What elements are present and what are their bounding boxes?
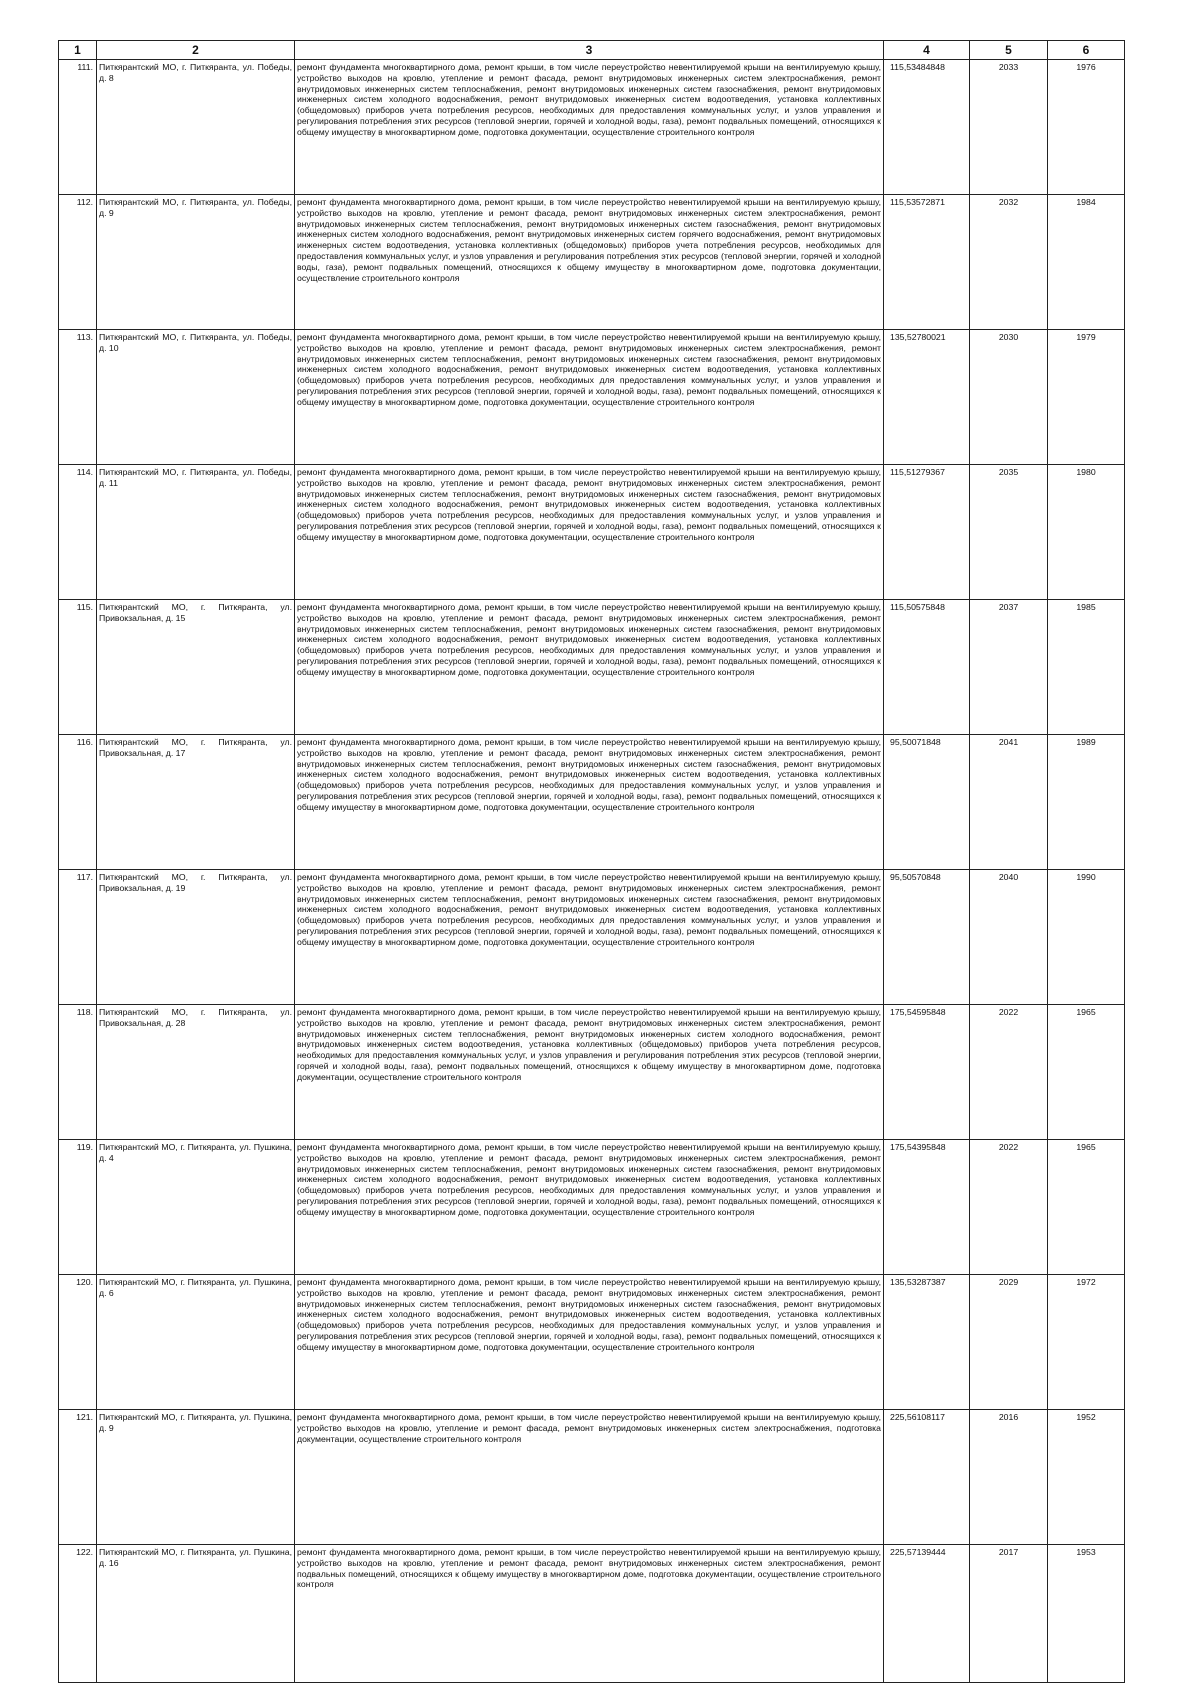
row-number: 117. [59,870,97,1005]
row-number: 120. [59,1275,97,1410]
capital-repair-table [58,40,1125,1683]
cost-cell: 115,53484848 [884,60,970,195]
cost-cell: 225,56108117 [884,1410,970,1545]
address-cell: Питкярантский МО, г. Питкяранта, ул. Победы, д. 9 [97,195,295,330]
works-cell: ремонт фундамента многоквартирного дома, ремонт крыши, в том числе переустройство невентилируемой крыши на вентилируемую крышу, устройство выходов на кровлю, утепление и ремонт фасада, ремонт внутридомовых инженерных систем электроснабжения, ремонт внутридомовых инженерных систем теплоснабжения, ремонт внутридомовых инженерных систем газоснабжения, ремонт внутридомовых инженерных систем холодного водоснабжения, ремонт внутридомовых инженерных систем водоотведения, установка коллективных (общедомовых) приборов учета потребления ресурсов, необходимых для предоставления коммунальных услуг, и узлов управления и регулирования потребления этих ресурсов (тепловой энергии, горячей и холодной воды, газа), ремонт подвальных помещений, относящихся к общему имуществу в многоквартирном доме, подготовка документации, осуществление строительного контроля [295,735,884,870]
address-cell: Питкярантский МО, г. Питкяранта, ул. Привокзальная, д. 15 [97,600,295,735]
planned-year-cell: 2037 [970,600,1048,735]
table-row [59,1275,1125,1410]
works-cell: ремонт фундамента многоквартирного дома, ремонт крыши, в том числе переустройство невентилируемой крыши на вентилируемую крышу, устройство выходов на кровлю, утепление и ремонт фасада, ремонт внутридомовых инженерных систем электроснабжения, ремонт внутридомовых инженерных систем теплоснабжения, ремонт внутридомовых инженерных систем газоснабжения, ремонт внутридомовых инженерных систем холодного водоснабжения, ремонт внутридомовых инженерных систем водоотведения, установка коллективных (общедомовых) приборов учета потребления ресурсов, необходимых для предоставления коммунальных услуг, и узлов управления и регулирования потребления этих ресурсов (тепловой энергии, горячей и холодной воды, газа), ремонт подвальных помещений, относящихся к общему имуществу в многоквартирном доме, подготовка документации, осуществление строительного контроля [295,1140,884,1275]
row-number: 116. [59,735,97,870]
planned-year-cell: 2030 [970,330,1048,465]
table-row [59,1410,1125,1545]
table-row [59,330,1125,465]
row-number: 118. [59,1005,97,1140]
built-year-cell: 1985 [1048,600,1125,735]
planned-year-cell: 2040 [970,870,1048,1005]
cost-cell: 135,53287387 [884,1275,970,1410]
header-row [59,41,1125,60]
table-row [59,870,1125,1005]
table-row [59,1005,1125,1140]
built-year-cell: 1965 [1048,1140,1125,1275]
table-row [59,600,1125,735]
planned-year-cell: 2032 [970,195,1048,330]
built-year-cell: 1990 [1048,870,1125,1005]
built-year-cell: 1972 [1048,1275,1125,1410]
works-cell: ремонт фундамента многоквартирного дома, ремонт крыши, в том числе переустройство невентилируемой крыши на вентилируемую крышу, устройство выходов на кровлю, утепление и ремонт фасада, ремонт внутридомовых инженерных систем электроснабжения, ремонт внутридомовых инженерных систем теплоснабжения, ремонт внутридомовых инженерных систем газоснабжения, ремонт внутридомовых инженерных систем холодного водоснабжения, ремонт внутридомовых инженерных систем водоотведения, установка коллективных (общедомовых) приборов учета потребления ресурсов, необходимых для предоставления коммунальных услуг, и узлов управления и регулирования потребления этих ресурсов (тепловой энергии, горячей и холодной воды, газа), ремонт подвальных помещений, относящихся к общему имуществу в многоквартирном доме, подготовка документации, осуществление строительного контроля [295,465,884,600]
cost-cell: 95,50071848 [884,735,970,870]
works-cell: ремонт фундамента многоквартирного дома, ремонт крыши, в том числе переустройство невентилируемой крыши на вентилируемую крышу, устройство выходов на кровлю, утепление и ремонт фасада, ремонт внутридомовых инженерных систем электроснабжения, ремонт внутридомовых инженерных систем теплоснабжения, ремонт внутридомовых инженерных систем холодного водоснабжения, ремонт внутридомовых инженерных систем водоотведения, установка коллективных (общедомовых) приборов учета потребления ресурсов, необходимых для предоставления коммунальных услуг, и узлов управления и регулирования потребления этих ресурсов (тепловой энергии, горячей и холодной воды, газа), ремонт подвальных помещений, относящихся к общему имуществу в многоквартирном доме, подготовка документации, осуществление строительного контроля [295,1005,884,1140]
table-row [59,1140,1125,1275]
row-number: 121. [59,1410,97,1545]
address-cell: Питкярантский МО, г. Питкяранта, ул. Пушкина, д. 16 [97,1545,295,1683]
table-header [59,41,1125,60]
address-cell: Питкярантский МО, г. Питкяранта, ул. Пушкина, д. 4 [97,1140,295,1275]
works-cell: ремонт фундамента многоквартирного дома, ремонт крыши, в том числе переустройство невентилируемой крыши на вентилируемую крышу, устройство выходов на кровлю, утепление и ремонт фасада, ремонт внутридомовых инженерных систем электроснабжения, ремонт внутридомовых инженерных систем теплоснабжения, ремонт внутридомовых инженерных систем газоснабжения, ремонт внутридомовых инженерных систем холодного водоснабжения, ремонт внутридомовых инженерных систем горячего водоснабжения, ремонт внутридомовых инженерных систем водоотведения, установка коллективных (общедомовых) приборов учета потребления ресурсов, необходимых для предоставления коммунальных услуг, и узлов управления и регулирования потребления этих ресурсов (тепловой энергии, горячей и холодной воды, газа), ремонт подвальных помещений, относящихся к общему имуществу в многоквартирном доме, подготовка документации, осуществление строительного контроля [295,195,884,330]
built-year-cell: 1979 [1048,330,1125,465]
address-cell: Питкярантский МО, г. Питкяранта, ул. Привокзальная, д. 19 [97,870,295,1005]
planned-year-cell: 2022 [970,1140,1048,1275]
row-number: 122. [59,1545,97,1683]
cost-cell: 135,52780021 [884,330,970,465]
built-year-cell: 1989 [1048,735,1125,870]
table-row [59,465,1125,600]
cost-cell: 225,57139444 [884,1545,970,1683]
cost-cell: 115,51279367 [884,465,970,600]
built-year-cell: 1980 [1048,465,1125,600]
works-cell: ремонт фундамента многоквартирного дома, ремонт крыши, в том числе переустройство невентилируемой крыши на вентилируемую крышу, устройство выходов на кровлю, утепление и ремонт фасада, ремонт внутридомовых инженерных систем электроснабжения, ремонт внутридомовых инженерных систем теплоснабжения, ремонт внутридомовых инженерных систем газоснабжения, ремонт внутридомовых инженерных систем холодного водоснабжения, ремонт внутридомовых инженерных систем водоотведения, установка коллективных (общедомовых) приборов учета потребления ресурсов, необходимых для предоставления коммунальных услуг, и узлов управления и регулирования потребления этих ресурсов (тепловой энергии, горячей и холодной воды, газа), ремонт подвальных помещений, относящихся к общему имуществу в многоквартирном доме, подготовка документации, осуществление строительного контроля [295,1275,884,1410]
planned-year-cell: 2016 [970,1410,1048,1545]
address-cell: Питкярантский МО, г. Питкяранта, ул. Победы, д. 10 [97,330,295,465]
row-number: 112. [59,195,97,330]
header-col-1: 1 [59,41,97,60]
row-number: 114. [59,465,97,600]
built-year-cell: 1965 [1048,1005,1125,1140]
works-cell: ремонт фундамента многоквартирного дома, ремонт крыши, в том числе переустройство невентилируемой крыши на вентилируемую крышу, устройство выходов на кровлю, утепление и ремонт фасада, ремонт внутридомовых инженерных систем электроснабжения, ремонт внутридомовых инженерных систем теплоснабжения, ремонт внутридомовых инженерных систем газоснабжения, ремонт внутридомовых инженерных систем холодного водоснабжения, ремонт внутридомовых инженерных систем водоотведения, установка коллективных (общедомовых) приборов учета потребления ресурсов, необходимых для предоставления коммунальных услуг, и узлов управления и регулирования потребления этих ресурсов (тепловой энергии, горячей и холодной воды, газа), ремонт подвальных помещений, относящихся к общему имуществу в многоквартирном доме, подготовка документации, осуществление строительного контроля [295,600,884,735]
planned-year-cell: 2035 [970,465,1048,600]
row-number: 115. [59,600,97,735]
works-cell: ремонт фундамента многоквартирного дома, ремонт крыши, в том числе переустройство невентилируемой крыши на вентилируемую крышу, устройство выходов на кровлю, утепление и ремонт фасада, ремонт внутридомовых инженерных систем электроснабжения, ремонт подвальных помещений, относящихся к общему имуществу в многоквартирном доме, подготовка документации, осуществление строительного контроля [295,1545,884,1683]
built-year-cell: 1952 [1048,1410,1125,1545]
table-row [59,735,1125,870]
table-body [59,60,1125,1683]
cost-cell: 95,50570848 [884,870,970,1005]
address-cell: Питкярантский МО, г. Питкяранта, ул. Пушкина, д. 6 [97,1275,295,1410]
works-cell: ремонт фундамента многоквартирного дома, ремонт крыши, в том числе переустройство невентилируемой крыши на вентилируемую крышу, устройство выходов на кровлю, утепление и ремонт фасада, ремонт внутридомовых инженерных систем электроснабжения, ремонт внутридомовых инженерных систем теплоснабжения, ремонт внутридомовых инженерных систем газоснабжения, ремонт внутридомовых инженерных систем холодного водоснабжения, ремонт внутридомовых инженерных систем водоотведения, установка коллективных (общедомовых) приборов учета потребления ресурсов, необходимых для предоставления коммунальных услуг, и узлов управления и регулирования потребления этих ресурсов (тепловой энергии, горячей и холодной воды, газа), ремонт подвальных помещений, относящихся к общему имуществу в многоквартирном доме, подготовка документации, осуществление строительного контроля [295,870,884,1005]
planned-year-cell: 2017 [970,1545,1048,1683]
cost-cell: 175,54595848 [884,1005,970,1140]
header-col-5: 5 [970,41,1048,60]
cost-cell: 115,53572871 [884,195,970,330]
built-year-cell: 1984 [1048,195,1125,330]
address-cell: Питкярантский МО, г. Питкяранта, ул. Победы, д. 8 [97,60,295,195]
header-col-6: 6 [1048,41,1125,60]
planned-year-cell: 2022 [970,1005,1048,1140]
row-number: 113. [59,330,97,465]
works-cell: ремонт фундамента многоквартирного дома, ремонт крыши, в том числе переустройство невентилируемой крыши на вентилируемую крышу, устройство выходов на кровлю, утепление и ремонт фасада, ремонт внутридомовых инженерных систем электроснабжения, подготовка документации, осуществление строительного контроля [295,1410,884,1545]
works-cell: ремонт фундамента многоквартирного дома, ремонт крыши, в том числе переустройство невентилируемой крыши на вентилируемую крышу, устройство выходов на кровлю, утепление и ремонт фасада, ремонт внутридомовых инженерных систем электроснабжения, ремонт внутридомовых инженерных систем теплоснабжения, ремонт внутридомовых инженерных систем газоснабжения, ремонт внутридомовых инженерных систем холодного водоснабжения, ремонт внутридомовых инженерных систем водоотведения, установка коллективных (общедомовых) приборов учета потребления ресурсов, необходимых для предоставления коммунальных услуг, и узлов управления и регулирования потребления этих ресурсов (тепловой энергии, горячей и холодной воды, газа), ремонт подвальных помещений, относящихся к общему имуществу в многоквартирном доме, подготовка документации, осуществление строительного контроля [295,330,884,465]
planned-year-cell: 2041 [970,735,1048,870]
header-col-4: 4 [884,41,970,60]
header-col-2: 2 [97,41,295,60]
works-cell: ремонт фундамента многоквартирного дома, ремонт крыши, в том числе переустройство невентилируемой крыши на вентилируемую крышу, устройство выходов на кровлю, утепление и ремонт фасада, ремонт внутридомовых инженерных систем электроснабжения, ремонт внутридомовых инженерных систем теплоснабжения, ремонт внутридомовых инженерных систем газоснабжения, ремонт внутридомовых инженерных систем холодного водоснабжения, ремонт внутридомовых инженерных систем водоотведения, установка коллективных (общедомовых) приборов учета потребления ресурсов, необходимых для предоставления коммунальных услуг, и узлов управления и регулирования потребления этих ресурсов (тепловой энергии, горячей и холодной воды, газа), ремонт подвальных помещений, относящихся к общему имуществу в многоквартирном доме, подготовка документации, осуществление строительного контроля [295,60,884,195]
planned-year-cell: 2033 [970,60,1048,195]
table-row [59,60,1125,195]
table-row [59,1545,1125,1683]
row-number: 119. [59,1140,97,1275]
built-year-cell: 1953 [1048,1545,1125,1683]
table-row [59,195,1125,330]
header-col-3: 3 [295,41,884,60]
planned-year-cell: 2029 [970,1275,1048,1410]
cost-cell: 115,50575848 [884,600,970,735]
address-cell: Питкярантский МО, г. Питкяранта, ул. Победы, д. 11 [97,465,295,600]
address-cell: Питкярантский МО, г. Питкяранта, ул. Привокзальная, д. 28 [97,1005,295,1140]
row-number: 111. [59,60,97,195]
address-cell: Питкярантский МО, г. Питкяранта, ул. Привокзальная, д. 17 [97,735,295,870]
address-cell: Питкярантский МО, г. Питкяранта, ул. Пушкина, д. 9 [97,1410,295,1545]
built-year-cell: 1976 [1048,60,1125,195]
cost-cell: 175,54395848 [884,1140,970,1275]
